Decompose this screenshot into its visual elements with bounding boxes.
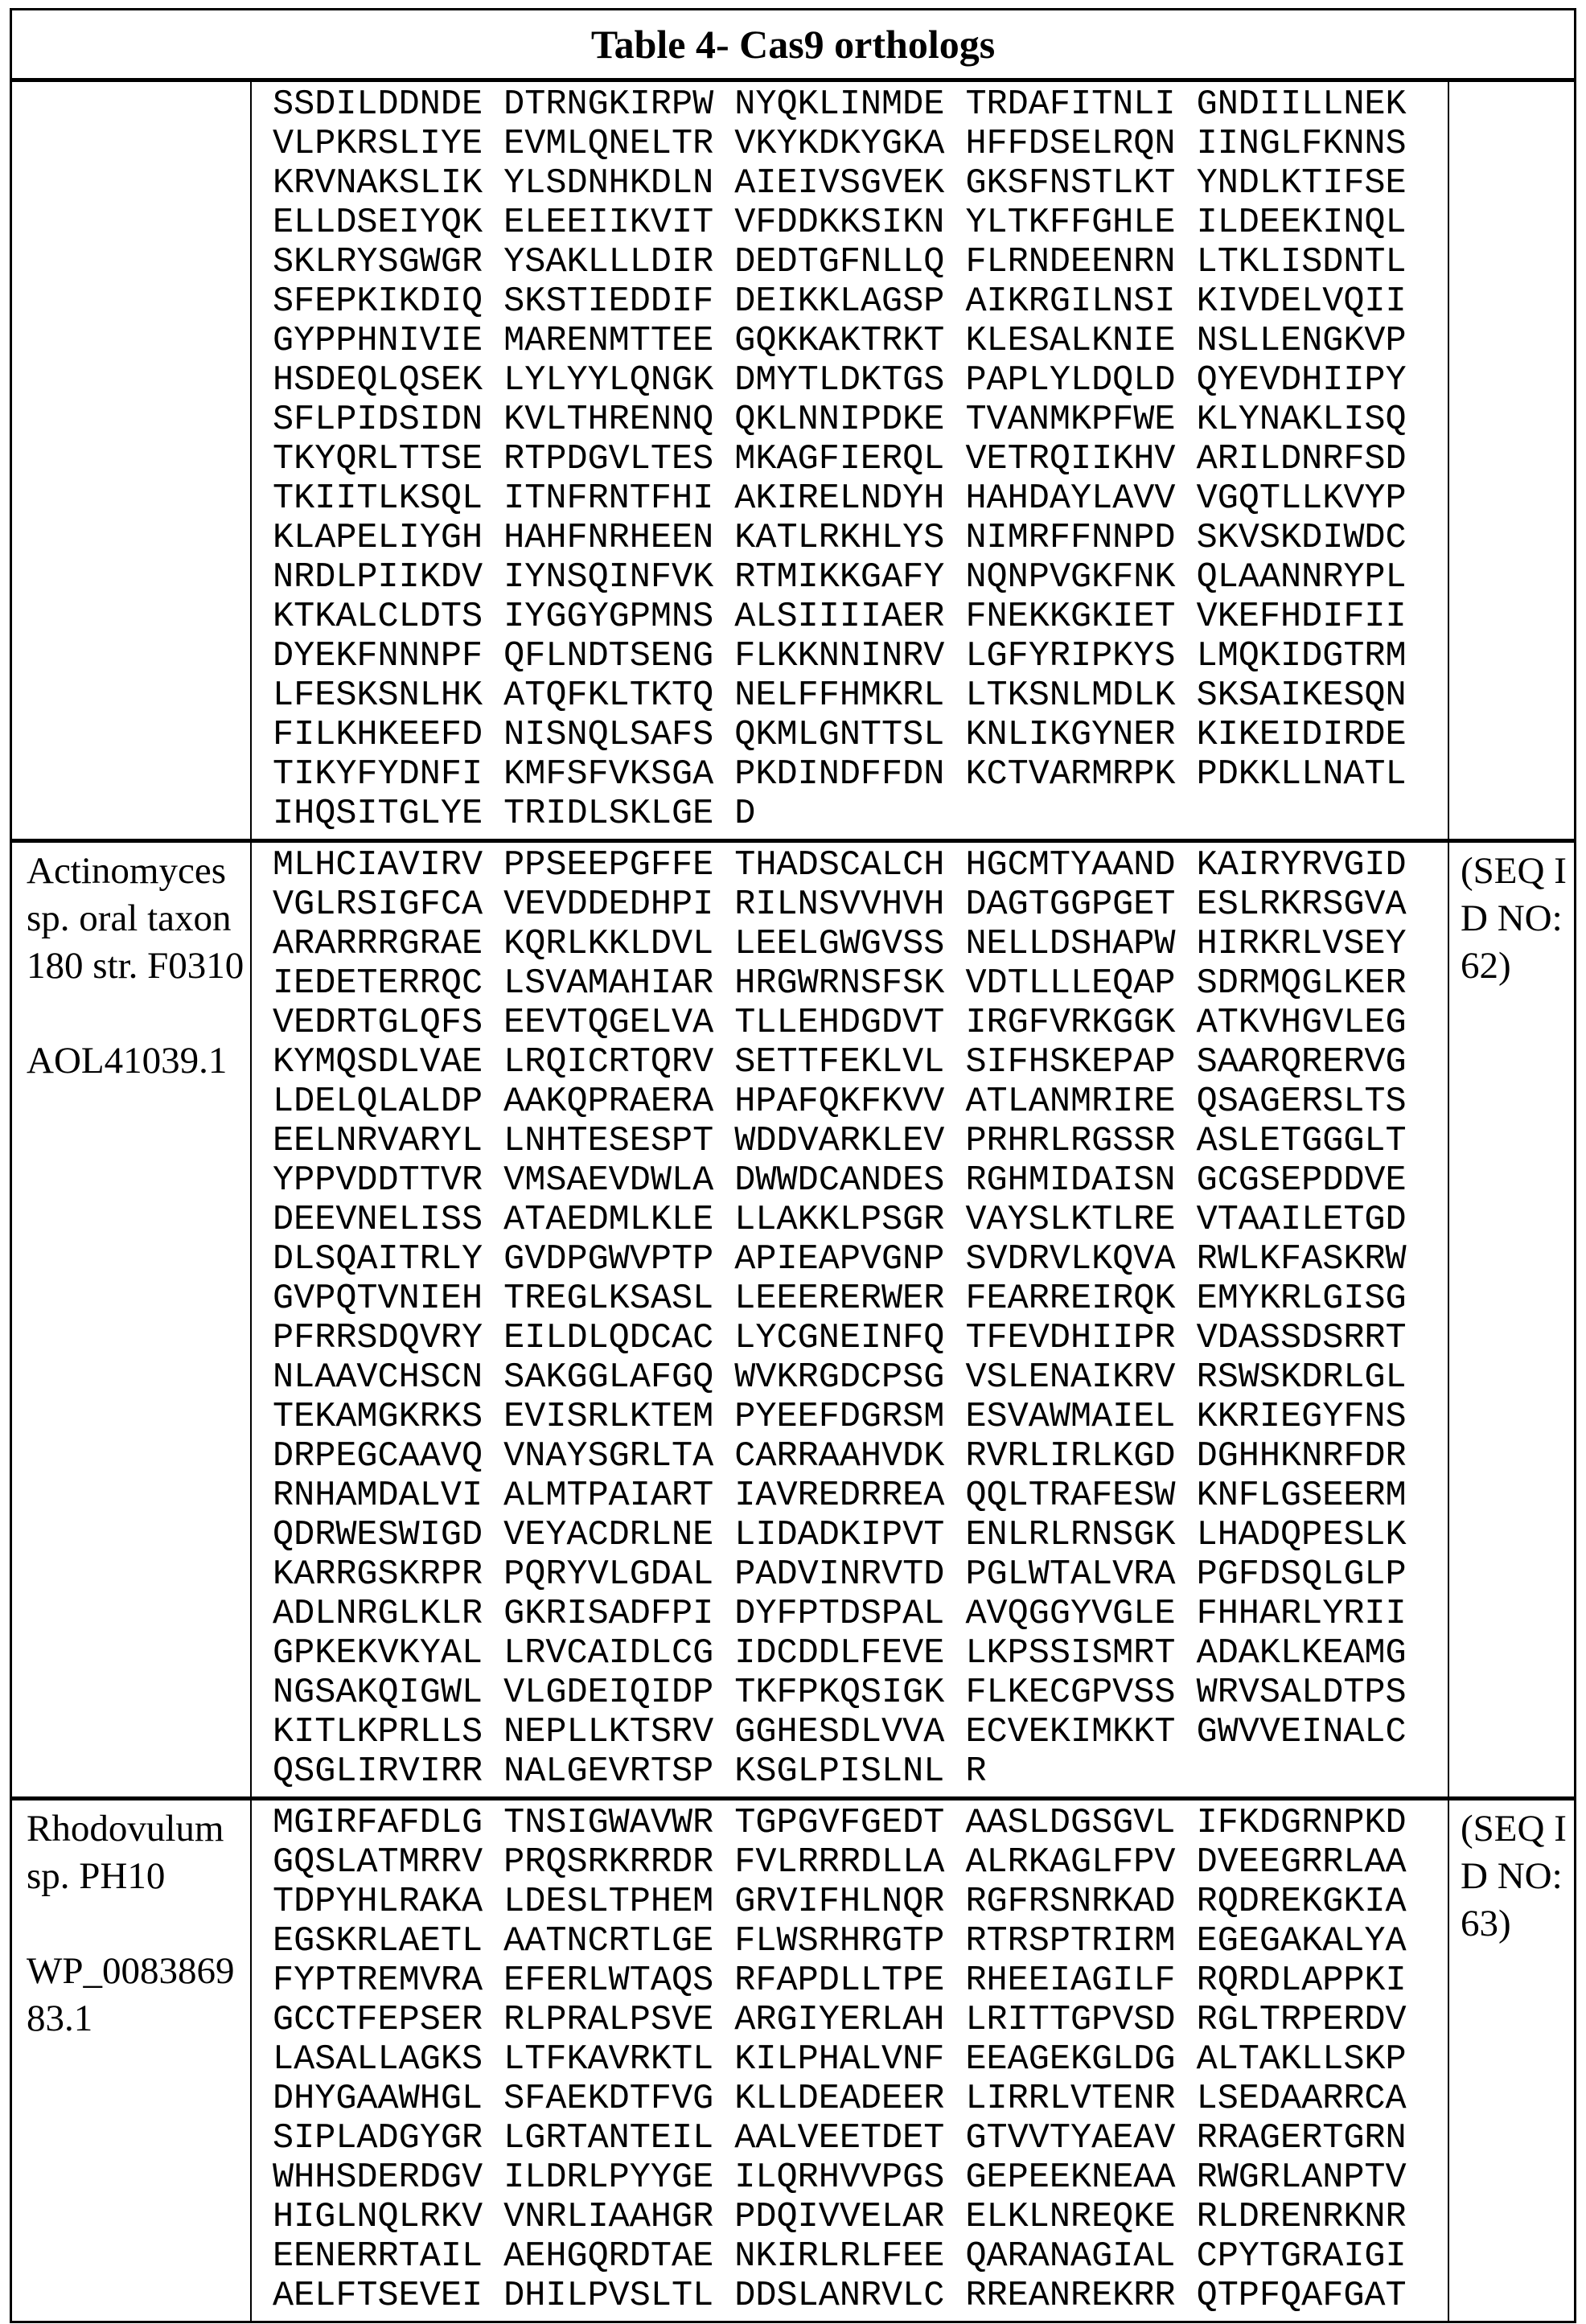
sequence-line: EENERRTAIL AEHGQRDTAE NKIRLRLFEE QARANAGIAL CPYTGRAIGI	[273, 2237, 1448, 2277]
sequence-line: LDELQLALDP AAKQPRAERA HPAFQKFKVV ATLANMRIRE QSAGERSLTS	[273, 1082, 1448, 1122]
sequence-line: SFEPKIKDIQ SKSTIEDDIF DEIKKLAGSP AIKRGILNSI KIVDELVQII	[273, 282, 1448, 322]
sequence-line: TIKYFYDNFI KMFSFVKSGA PKDINDFFDN KCTVARMRPK PDKKLLNATL	[273, 755, 1448, 795]
seq-id-cell: (SEQ ID NO: 62)	[1449, 843, 1574, 1796]
sequence-cell	[252, 1800, 1449, 2321]
sequence-line: SFLPIDSIDN KVLTHRENNQ QKLNNIPDKE TVANMKPFWE KLYNAKLISQ	[273, 400, 1448, 440]
sequence-line: SSDILDDNDE DTRNGKIRPW NYQKLINMDE TRDAFITNLI GNDIILLNEK	[273, 85, 1448, 125]
sequence-line: EGSKRLAETL AATNCRTLGE FLWSRHRGTP RTRSPTRIRM EGEGAKALYA	[273, 1922, 1448, 1961]
sequence-line: GPKEKVKYAL LRVCAIDLCG IDCDDLFEVE LKPSSISMRT ADAKLKEAMG	[273, 1634, 1448, 1673]
accession-number: WP_008386983.1	[27, 1948, 245, 2043]
sequence-line: MLHCIAVIRV PPSEEPGFFE THADSCALCH HGCMTYAAND KAIRYRVGID	[273, 846, 1448, 885]
sequence-line: QSGLIRVIRR NALGEVRTSP KSGLPISLNL R	[273, 1752, 1448, 1792]
table-row	[12, 1800, 1574, 2321]
sequence-line: LASALLAGKS LTFKAVRKTL KILPHALVNF EEAGEKGLDG ALTAKLLSKP	[273, 2040, 1448, 2080]
sequence-line: VLPKRSLIYE EVMLQNELTR VKYKDKYGKA HFFDSELRQN IINGLFKNNS	[273, 125, 1448, 164]
sequence-line: KLAPELIYGH HAHFNRHEEN KATLRKHLYS NIMRFFNNPD SKVSKDIWDC	[273, 519, 1448, 558]
table-title-row	[12, 10, 1574, 82]
sequence-line: PFRRSDQVRY EILDLQDCAC LYCGNEINFQ TFEVDHIIPR VDASSDSRRT	[273, 1319, 1448, 1358]
sequence-line: GCCTFEPSER RLPRALPSVE ARGIYERLAH LRITTGPVSD RGLTRPERDV	[273, 2001, 1448, 2040]
sequence-line: HSDEQLQSEK LYLYYLQNGK DMYTLDKTGS PAPLYLDQLD QYEVDHIIPY	[273, 361, 1448, 400]
sequence-line: IHQSITGLYE TRIDLSKLGE D	[273, 795, 1448, 834]
sequence-line: VEDRTGLQFS EEVTQGELVA TLLEHDGDVT IRGFVRKGGK ATKVHGVLEG	[273, 1004, 1448, 1043]
cas9-orthologs-table	[10, 8, 1576, 2323]
sequence-line: NLAAVCHSCN SAKGGLAFGQ WVKRGDCPSG VSLENAIKRV RSWSKDRLGL	[273, 1358, 1448, 1398]
organism-cell	[12, 82, 252, 839]
accession-number: AOL41039.1	[27, 1037, 245, 1085]
sequence-line: TEKAMGKRKS EVISRLKTEM PYEEFDGRSM ESVAWMAIEL KKRIEGYFNS	[273, 1398, 1448, 1437]
sequence-line: TKIITLKSQL ITNFRNTFHI AKIRELNDYH HAHDAYLAVV VGQTLLKVYP	[273, 479, 1448, 519]
sequence-line: EELNRVARYL LNHTESESPT WDDVARKLEV PRHRLRGSSR ASLETGGGLT	[273, 1122, 1448, 1161]
sequence-line: DHYGAAWHGL SFAEKDTFVG KLLDEADEER LIRRLVTENR LSEDAARRCA	[273, 2080, 1448, 2119]
sequence-line: KARRGSKRPR PQRYVLGDAL PADVINRVTD PGLWTALVRA PGFDSQLGLP	[273, 1555, 1448, 1595]
sequence-line: NGSAKQIGWL VLGDEIQIDP TKFPKQSIGK FLKECGPVSS WRVSALDTPS	[273, 1673, 1448, 1713]
sequence-line: DLSQAITRLY GVDPGWVPTP APIEAPVGNP SVDRVLKQVA RWLKFASKRW	[273, 1240, 1448, 1279]
sequence-line: NRDLPIIKDV IYNSQINFVK RTMIKKGAFY NQNPVGKFNK QLAANNRYPL	[273, 558, 1448, 597]
sequence-line: FYPTREMVRA EFERLWTAQS RFAPDLLTPE RHEEIAGILF RQRDLAPPKI	[273, 1961, 1448, 2001]
organism-cell	[12, 843, 252, 1796]
sequence-line: MGIRFAFDLG TNSIGWAVWR TGPGVFGEDT AASLDGSGVL IFKDGRNPKD	[273, 1804, 1448, 1843]
sequence-line: ADLNRGLKLR GKRISADFPI DYFPTDSPAL AVQGGYVGLE FHHARLYRII	[273, 1595, 1448, 1634]
sequence-line: HIGLNQLRKV VNRLIAAHGR PDQIVVELAR ELKLNREQKE RLDRENRKNR	[273, 2198, 1448, 2237]
sequence-line: TKYQRLTTSE RTPDGVLTES MKAGFIERQL VETRQIIKHV ARILDNRFSD	[273, 440, 1448, 479]
sequence-line: SKLRYSGWGR YSAKLLLDIR DEDTGFNLLQ FLRNDEENRN LTKLISDNTL	[273, 243, 1448, 282]
sequence-line: KYMQSDLVAE LRQICRTQRV SETTFEKLVL SIFHSKEPAP SAARQRERVG	[273, 1043, 1448, 1082]
seq-id-cell: (SEQ ID NO: 63)	[1449, 1800, 1574, 2321]
sequence-line: KRVNAKSLIK YLSDNHKDLN AIEIVSGVEK GKSFNSTLKT YNDLKTIFSE	[273, 164, 1448, 203]
seq-id-cell	[1449, 82, 1574, 839]
sequence-line: DRPEGCAAVQ VNAYSGRLTA CARRAAHVDK RVRLIRLKGD DGHHKNRFDR	[273, 1437, 1448, 1476]
sequence-line: ARARRRGRAE KQRLKKLDVL LEELGWGVSS NELLDSHAPW HIRKRLVSEY	[273, 925, 1448, 964]
table-row	[12, 843, 1574, 1800]
sequence-line: DYEKFNNNPF QFLNDTSENG FLKKNNINRV LGFYRIPKYS LMQKIDGTRM	[273, 637, 1448, 676]
sequence-line: GVPQTVNIEH TREGLKSASL LEEERERWER FEARREIRQK EMYKRLGISG	[273, 1279, 1448, 1319]
sequence-line: GYPPHNIVIE MARENMTTEE GQKKAKTRKT KLESALKNIE NSLLENGKVP	[273, 322, 1448, 361]
organism-name: Rhodovulum sp. PH10	[27, 1805, 245, 1900]
table-title: Table 4- Cas9 orthologs	[591, 21, 995, 68]
sequence-line: RNHAMDALVI ALMTPAIART IAVREDRREA QQLTRAFESW KNFLGSEERM	[273, 1476, 1448, 1516]
sequence-line: KITLKPRLLS NEPLLKTSRV GGHESDLVVA ECVEKIMKKT GWVVEINALC	[273, 1713, 1448, 1752]
sequence-line: FILKHKEEFD NISNQLSAFS QKMLGNTTSL KNLIKGYNER KIKEIDIRDE	[273, 716, 1448, 755]
sequence-line: ELLDSEIYQK ELEEIIKVIT VFDDKKSIKN YLTKFFGHLE ILDEEKINQL	[273, 203, 1448, 243]
sequence-line: VGLRSIGFCA VEVDDEDHPI RILNSVVHVH DAGTGGPGET ESLRKRSGVA	[273, 885, 1448, 925]
sequence-line: AELFTSEVEI DHILPVSLTL DDSLANRVLC RREANREKRR QTPFQAFGAT	[273, 2277, 1448, 2316]
sequence-line: IEDETERRQC LSVAMAHIAR HRGWRNSFSK VDTLLLEQAP SDRMQGLKER	[273, 964, 1448, 1004]
sequence-line: DEEVNELISS ATAEDMLKLE LLAKKLPSGR VAYSLKTLRE VTAAILETGD	[273, 1201, 1448, 1240]
sequence-line: LFESKSNLHK ATQFKLTKTQ NELFFHMKRL LTKSNLMDLK SKSAIKESQN	[273, 676, 1448, 716]
sequence-line: KTKALCLDTS IYGGYGPMNS ALSIIIIAER FNEKKGKIET VKEFHDIFII	[273, 597, 1448, 637]
sequence-line: GQSLATMRRV PRQSRKRRDR FVLRRRDLLA ALRKAGLFPV DVEEGRRLAA	[273, 1843, 1448, 1883]
table-row	[12, 82, 1574, 843]
sequence-line: SIPLADGYGR LGRTANTEIL AALVEETDET GTVVTYAEAV RRAGERTGRN	[273, 2119, 1448, 2158]
sequence-line: QDRWESWIGD VEYACDRLNE LIDADKIPVT ENLRLRNSGK LHADQPESLK	[273, 1516, 1448, 1555]
sequence-line: WHHSDERDGV ILDRLPYYGE ILQRHVVPGS GEPEEKNEAA RWGRLANPTV	[273, 2158, 1448, 2198]
organism-name: Actinomyces sp. oral taxon 180 str. F0310	[27, 848, 245, 990]
sequence-line: YPPVDDTTVR VMSAEVDWLA DWWDCANDES RGHMIDAISN GCGSEPDDVE	[273, 1161, 1448, 1201]
sequence-line: TDPYHLRAKA LDESLTPHEM GRVIFHLNQR RGFRSNRKAD RQDREKGKIA	[273, 1883, 1448, 1922]
sequence-cell	[252, 82, 1449, 839]
organism-cell	[12, 1800, 252, 2321]
sequence-cell	[252, 843, 1449, 1796]
